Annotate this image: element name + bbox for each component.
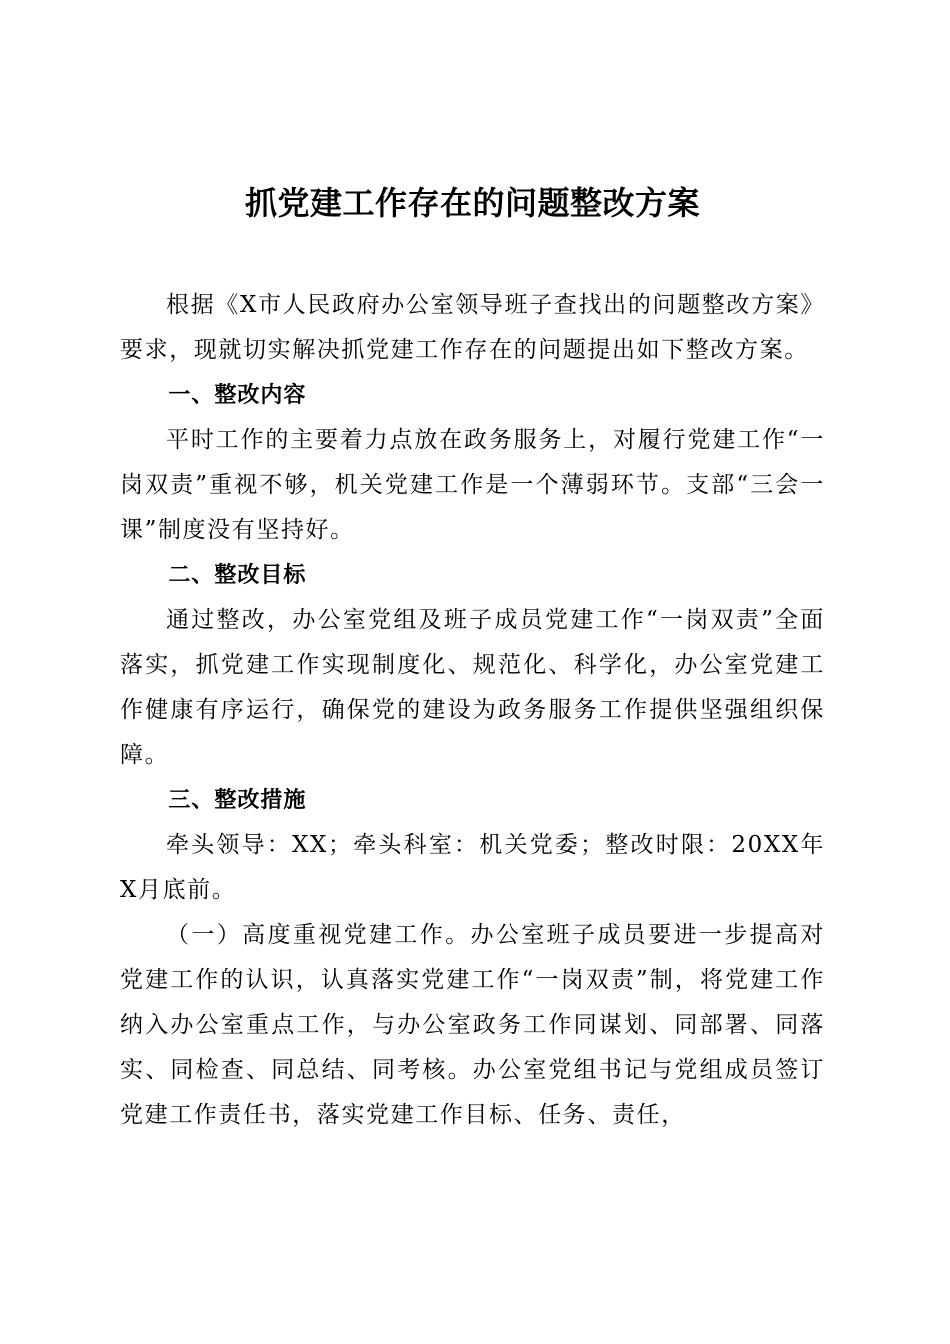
section-heading-2: 二、整改目标	[168, 563, 307, 588]
measure-item-1-lead: （一）高度重视党建工作。	[166, 922, 471, 948]
section-heading-1: 一、整改内容	[168, 383, 307, 408]
document-title: 抓党建工作存在的问题整改方案	[244, 184, 700, 222]
section-body-1: 平时工作的主要着力点放在政务服务上，对履行党建工作“一岗双责”重视不够，机关党建工作是一个薄弱环节。支部“三会一课”制度没有坚持好。	[120, 427, 825, 543]
document-body	[120, 175, 825, 1138]
measure-item-1-body: 办公室班子成员要进一步提高对党建工作的认识，认真落实党建工作“一岗双责”制，将党建工作纳入办公室重点工作，与办公室政务工作同谋划、同部署、同落实、同检查、同总结、同考核。办公室党组书记与党组成员签订党建工作责任书，落实党建工作目标、任务、责任，	[120, 922, 825, 1128]
intro-paragraph: 根据《X市人民政府办公室领导班子查找出的问题整改方案》要求，现就切实解决抓党建工作存在的问题提出如下整改方案。	[120, 292, 825, 363]
section-heading-3: 三、整改措施	[168, 788, 307, 813]
section-body-2: 通过整改，办公室党组及班子成员党建工作“一岗双责”全面落实，抓党建工作实现制度化、规范化、科学化，办公室党建工作健康有序运行，确保党的建设为政务服务工作提供坚强组织保障。	[120, 607, 825, 768]
measure-item-1	[120, 913, 825, 1138]
responsibility-paragraph: 牵头领导：XX；牵头科室：机关党委；整改时限：20XX年X月底前。	[120, 832, 825, 903]
